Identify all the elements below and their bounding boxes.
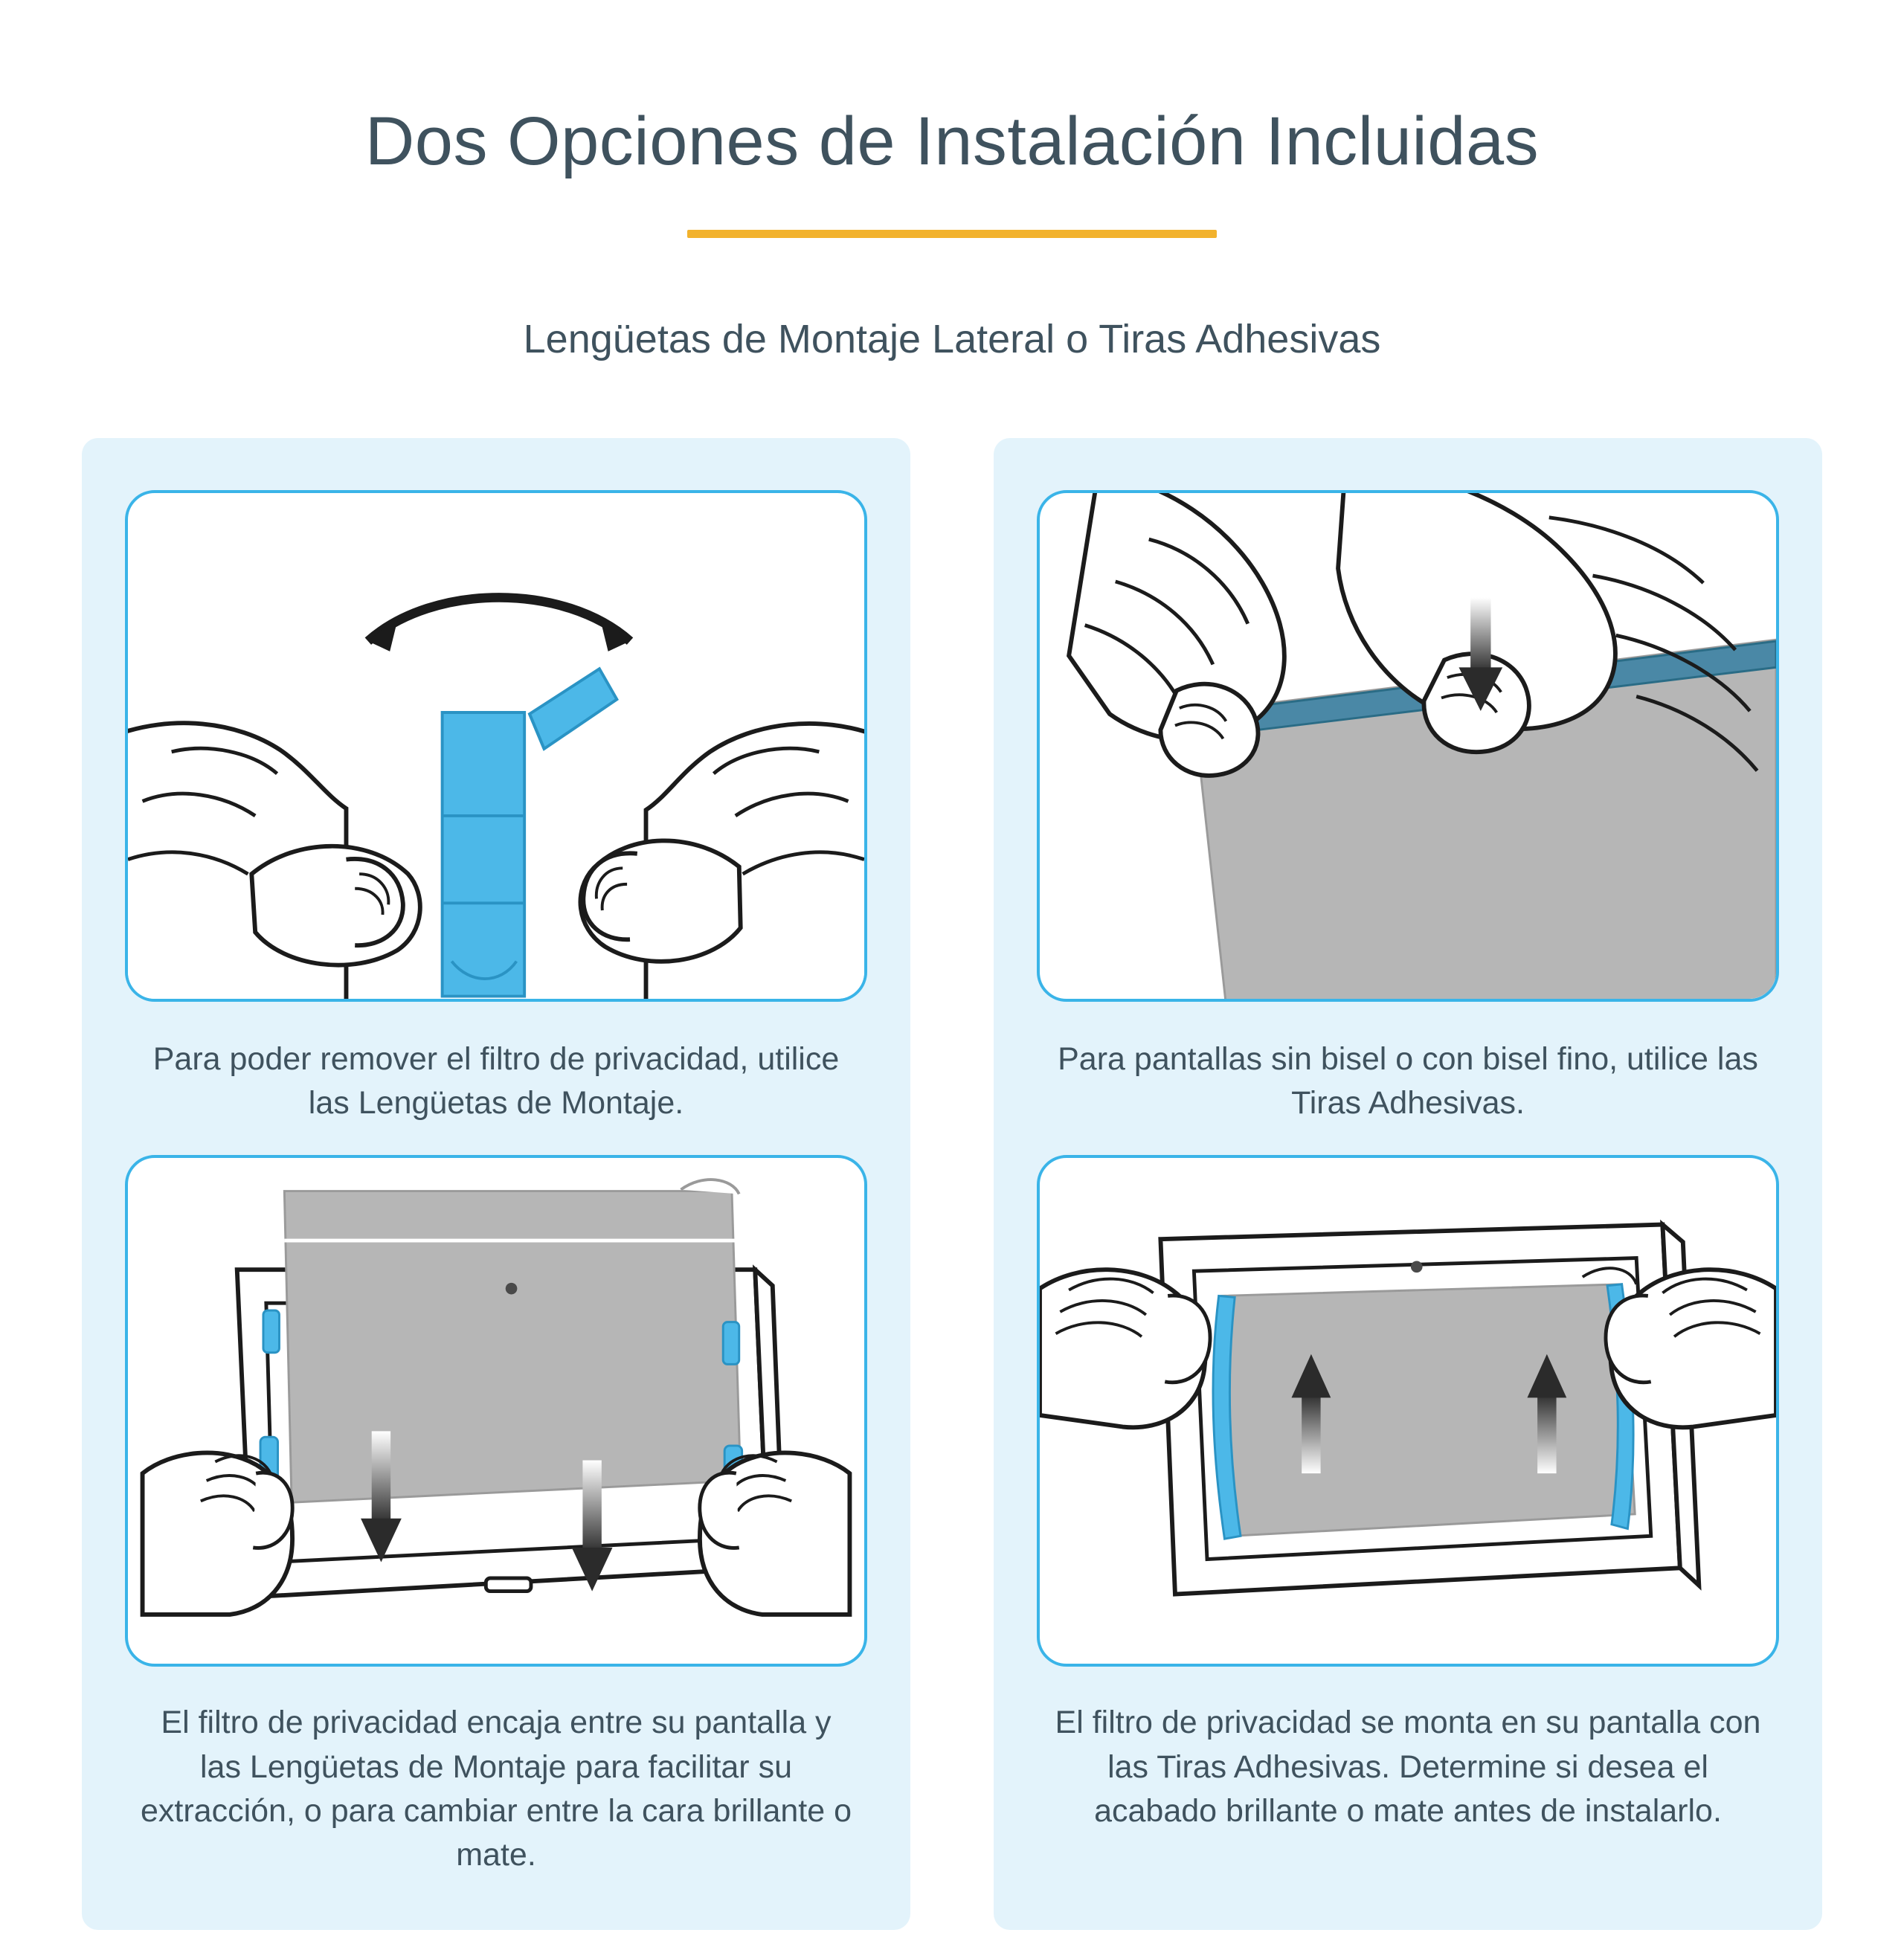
caption-mounting-tabs-step-1: Para poder remover el filtro de privacidad, utilice las Lengüetas de Montaje. <box>152 1040 840 1122</box>
illustration-two-hands-bending-mounting-tab <box>125 490 867 1002</box>
infographic-page <box>0 46 1904 1950</box>
illustration-hands-pressing-adhesive-strip-on-screen-corner <box>1037 490 1779 1002</box>
caption-adhesive-strips-step-2: El filtro de privacidad se monta en su pantalla con las Tiras Adhesivas. Determine si desea el acabado brillante o mate antes de instalarlo. <box>1055 1705 1761 1830</box>
title-divider <box>687 230 1217 238</box>
caption-adhesive-strips-step-1: Para pantallas sin bisel o con bisel fino, utilice las Tiras Adhesivas. <box>1058 1040 1758 1122</box>
options-columns <box>82 438 1822 1930</box>
illustration-hands-sliding-filter-between-tabs-and-screen <box>125 1155 867 1667</box>
column-mounting-tabs <box>82 438 910 1930</box>
caption-mounting-tabs-step-2: El filtro de privacidad encaja entre su pantalla y las Lengüetas de Montaje para facilitar su extracción, o para cambiar entre la cara brillante o mate. <box>140 1705 852 1873</box>
column-adhesive-strips <box>994 438 1822 1930</box>
page-subtitle: Lengüetas de Montaje Lateral o Tiras Adhesivas <box>523 316 1381 361</box>
page-title: Dos Opciones de Instalación Incluidas <box>364 103 1540 179</box>
illustration-hands-lifting-filter-mounted-with-adhesive-strips <box>1037 1155 1779 1667</box>
